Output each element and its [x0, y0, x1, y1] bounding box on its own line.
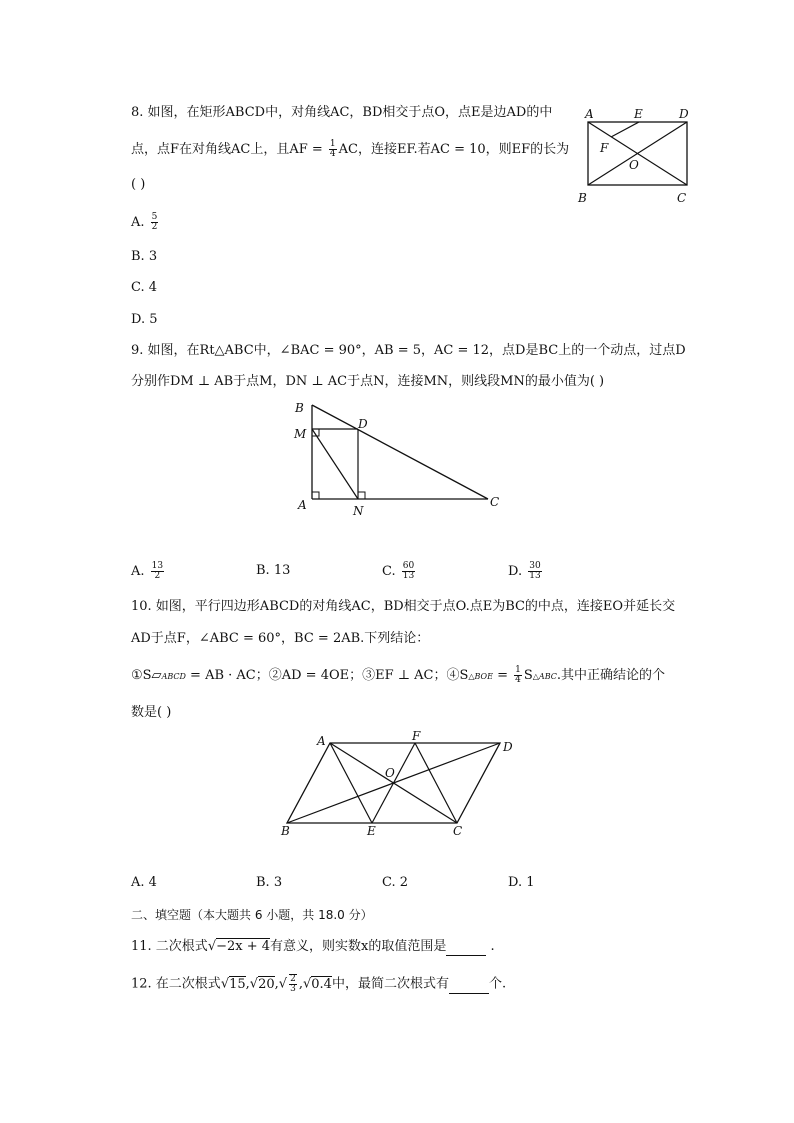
q9-label-C: C	[490, 495, 500, 509]
q8-label-O: O	[629, 158, 639, 172]
q10-parallelogram-figure	[275, 728, 525, 840]
q8-line2-a: 点，点F在对角线AC上，且AF =	[131, 142, 327, 157]
q11-radicand: −2x + 4	[216, 939, 271, 954]
q9-triangle-figure	[290, 395, 510, 520]
q10-label-D: D	[503, 740, 513, 754]
q11-sqrt-icon: √	[207, 939, 217, 954]
q8-label-D: D	[679, 107, 689, 121]
q9-label-D: D	[358, 417, 368, 431]
q10-option-c: C. 2	[382, 875, 409, 890]
q9-label-N: N	[353, 504, 364, 518]
q9-option-a: A. $\frac{13}{2}$	[131, 561, 164, 581]
section-heading: 二、填空题（本大题共 6 小题，共 18.0 分）	[131, 908, 373, 922]
q12-sqrt-icon: √	[220, 976, 230, 992]
q10-label-B: B	[281, 824, 290, 838]
q10-option-b: B. 3	[256, 875, 283, 890]
q10-line4: 数是( )	[131, 705, 172, 720]
q8-label-F: F	[600, 141, 609, 155]
q8-label-B: B	[578, 191, 587, 205]
q10-label-C: C	[453, 824, 463, 838]
q9-label-B: B	[295, 401, 304, 415]
q10-line1: 10. 如图，平行四边形ABCD的对角线AC，BD相交于点O.点E为BC的中点，连接EO并延长交	[131, 599, 676, 614]
q8-fraction: $\frac{1}{4}$	[329, 139, 336, 159]
q8-option-b: B. 3	[131, 249, 158, 264]
q8-option-c: C. 4	[131, 280, 158, 295]
q9-line2: 分别作DM ⊥ AB于点M，DN ⊥ AC于点N，连接MN，则线段MN的最小值为( )	[131, 374, 605, 389]
q9-label-A: A	[298, 498, 307, 512]
q10-line3: ①S▱ABCD = AB · AC；②AD = 4OE；③EF ⊥ AC；④S△BOE = $\frac{1}{4}$ S△ABC.其中正确结论的个	[131, 665, 665, 685]
q9-line1: 9. 如图，在Rt△ABC中，∠BAC = 90°，AB = 5，AC = 12，点D是BC上的一个动点，过点D	[131, 343, 686, 358]
q10-label-E: E	[367, 824, 376, 838]
q12-answer-blank	[449, 981, 489, 994]
q8-line2-b: AC，连接EF.若AC = 10，则EF的长为	[338, 142, 570, 157]
q9-option-c: C. $\frac{60}{13}$	[382, 561, 415, 581]
q9-option-d: D. $\frac{30}{13}$	[508, 561, 541, 581]
q12-line: 12. 在二次根式√15,√20,√ $\frac{2}{3}$ ,√0.4中，最简二次根式有 个.	[131, 974, 507, 994]
q8-label-A: A	[585, 107, 594, 121]
q11-line: 11. 二次根式√−2x + 4有意义，则实数x的取值范围是 .	[131, 939, 495, 954]
q10-label-F: F	[412, 729, 421, 743]
q10-option-a: A. 4	[131, 875, 157, 890]
q8-option-a: A. $\frac{5}{2}$	[131, 212, 158, 232]
q8-line2	[131, 140, 569, 159]
q10-option-d: D. 1	[508, 875, 535, 890]
q10-line2: AD于点F，∠ABC = 60°，BC = 2AB.下列结论：	[131, 631, 430, 646]
q8-paren: ( )	[131, 177, 146, 192]
q10-label-A: A	[317, 734, 326, 748]
q8-option-d: D. 5	[131, 312, 158, 327]
q9-label-M: M	[294, 427, 307, 441]
q10-label-O: O	[385, 766, 395, 780]
q8-line1: 8. 如图，在矩形ABCD中，对角线AC，BD相交于点O，点E是边AD的中	[131, 105, 553, 120]
q9-option-b: B. 13	[256, 563, 291, 578]
q8-label-C: C	[677, 191, 687, 205]
q8-label-E: E	[634, 107, 643, 121]
q8-rectangle-figure	[575, 102, 700, 207]
q11-answer-blank	[446, 943, 486, 956]
